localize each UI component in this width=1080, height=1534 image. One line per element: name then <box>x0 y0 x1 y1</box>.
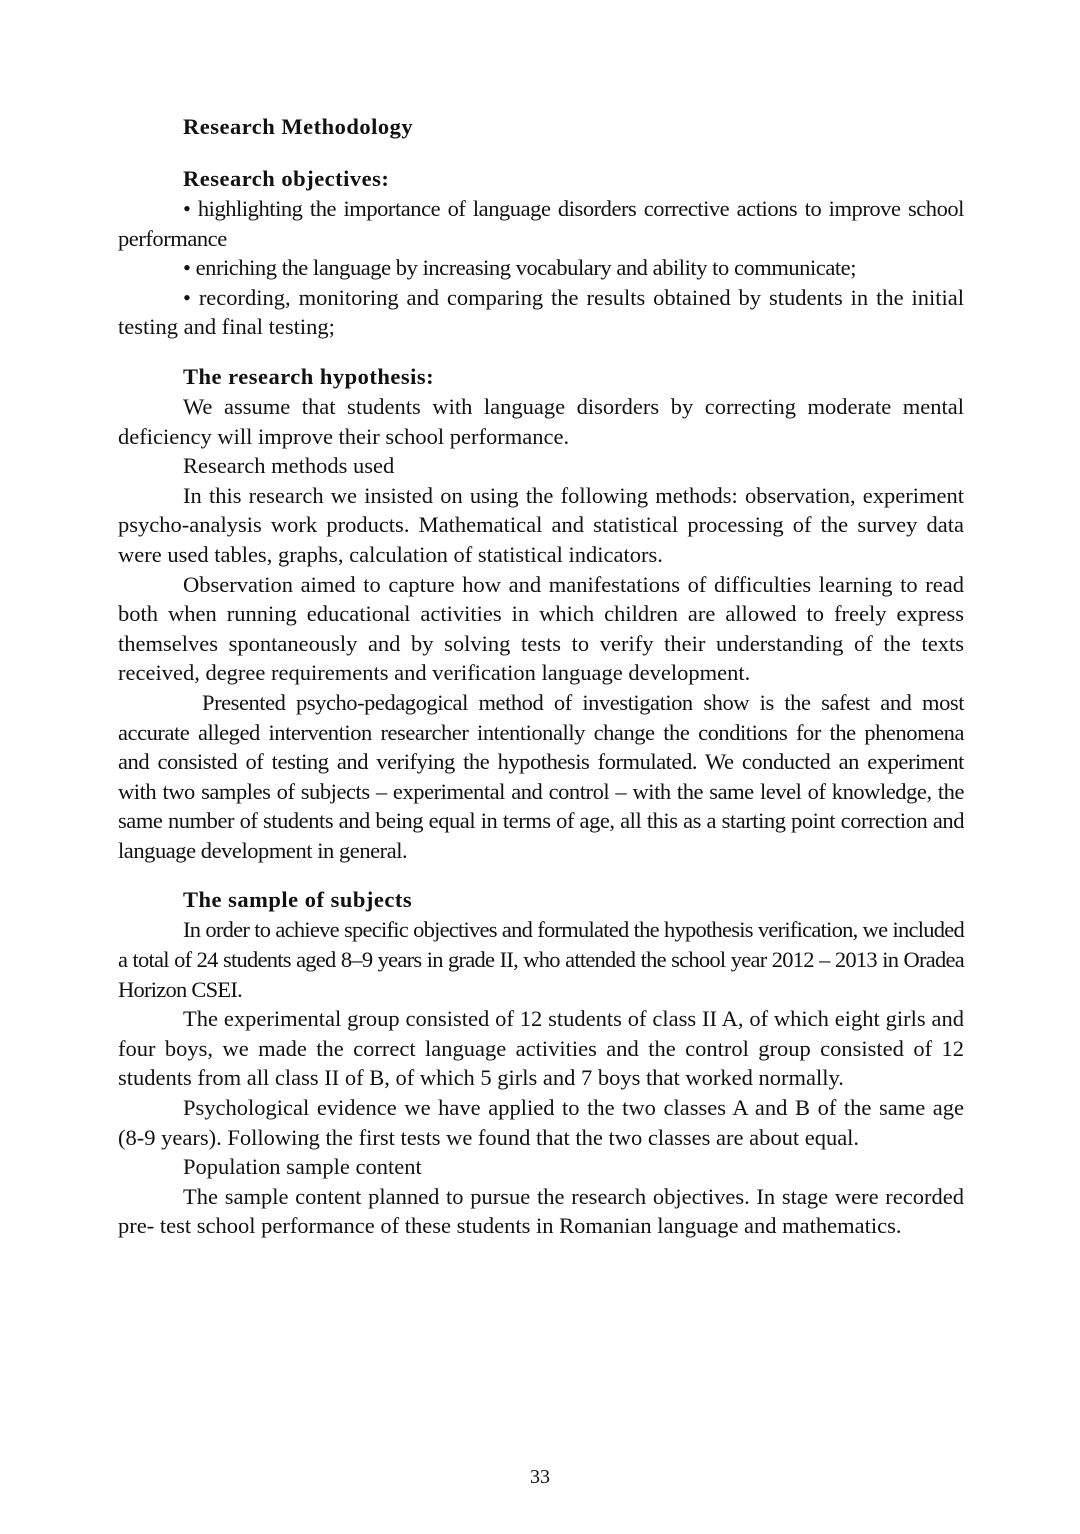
spacer <box>118 142 964 164</box>
objectives-heading: Research objectives: <box>183 166 390 191</box>
methods-paragraph: In this research we insisted on using the following methods: observation, experiment psycho-analysis work products. Mathematical and statistical processing of the survey data were used tables, graphs, calculation of statistical indicators. <box>118 482 964 567</box>
methods-label: Research methods used <box>183 453 395 479</box>
spacer <box>118 342 964 362</box>
hypothesis-heading: The research hypothesis: <box>183 363 435 389</box>
population-label: Population sample content <box>183 1154 422 1180</box>
experiment-paragraph: Presented psycho-pedagogical method of investigation show is the safest and most accurate alleged intervention researcher intentionally change the conditions for the phenomena and consisted of testing and verifying the hypothesis formulated. We conducted an experiment with two samples of subjects – experimental and control – with the same level of knowledge, the same number of students and being equal in terms of age, all this as a starting point correction and language development in general. <box>118 689 964 863</box>
page-body <box>118 112 964 1241</box>
hypothesis-paragraph: We assume that students with language disorders by correcting moderate mental deficiency will improve their school performance. <box>118 393 964 449</box>
objective-item: • enriching the language by increasing vocabulary and ability to communicate; <box>118 253 964 283</box>
sample-paragraph: Psychological evidence we have applied to the two classes A and B of the same age (8-9 years). Following the first tests we found that the two classes are about equal. <box>118 1095 964 1150</box>
page-number: 33 <box>530 1466 550 1488</box>
sample-heading: The sample of subjects <box>183 887 413 913</box>
objective-item: • highlighting the importance of language disorders corrective actions to improve school performance <box>118 194 964 253</box>
methodology-heading: Research Methodology <box>183 114 414 139</box>
population-paragraph: The sample content planned to pursue the research objectives. In stage were recorded pre- test school performance of these students in Romanian language and mathematics. <box>118 1183 964 1239</box>
spacer <box>118 865 964 885</box>
sample-paragraph: The experimental group consisted of 12 students of class II A, of which eight girls and four boys, we made the correct language activities and the control group consisted of 12 students from all class II of B, of which 5 girls and 7 boys that worked normally. <box>118 1006 964 1091</box>
objective-item: • recording, monitoring and comparing the results obtained by students in the initial testing and final testing; <box>118 283 964 342</box>
observation-paragraph: Observation aimed to capture how and manifestations of difficulties learning to read both when running educational activities in which children are allowed to freely express themselves spontaneously and by solving tests to verify their understanding of the texts received, degree requirements and verification language development. <box>118 571 964 686</box>
sample-paragraph: In order to achieve specific objectives and formulated the hypothesis verification, we included a total of 24 students aged 8–9 years in grade II, who attended the school year 2012 – 2013 in Oradea Horizon CSEI. <box>118 917 964 1002</box>
